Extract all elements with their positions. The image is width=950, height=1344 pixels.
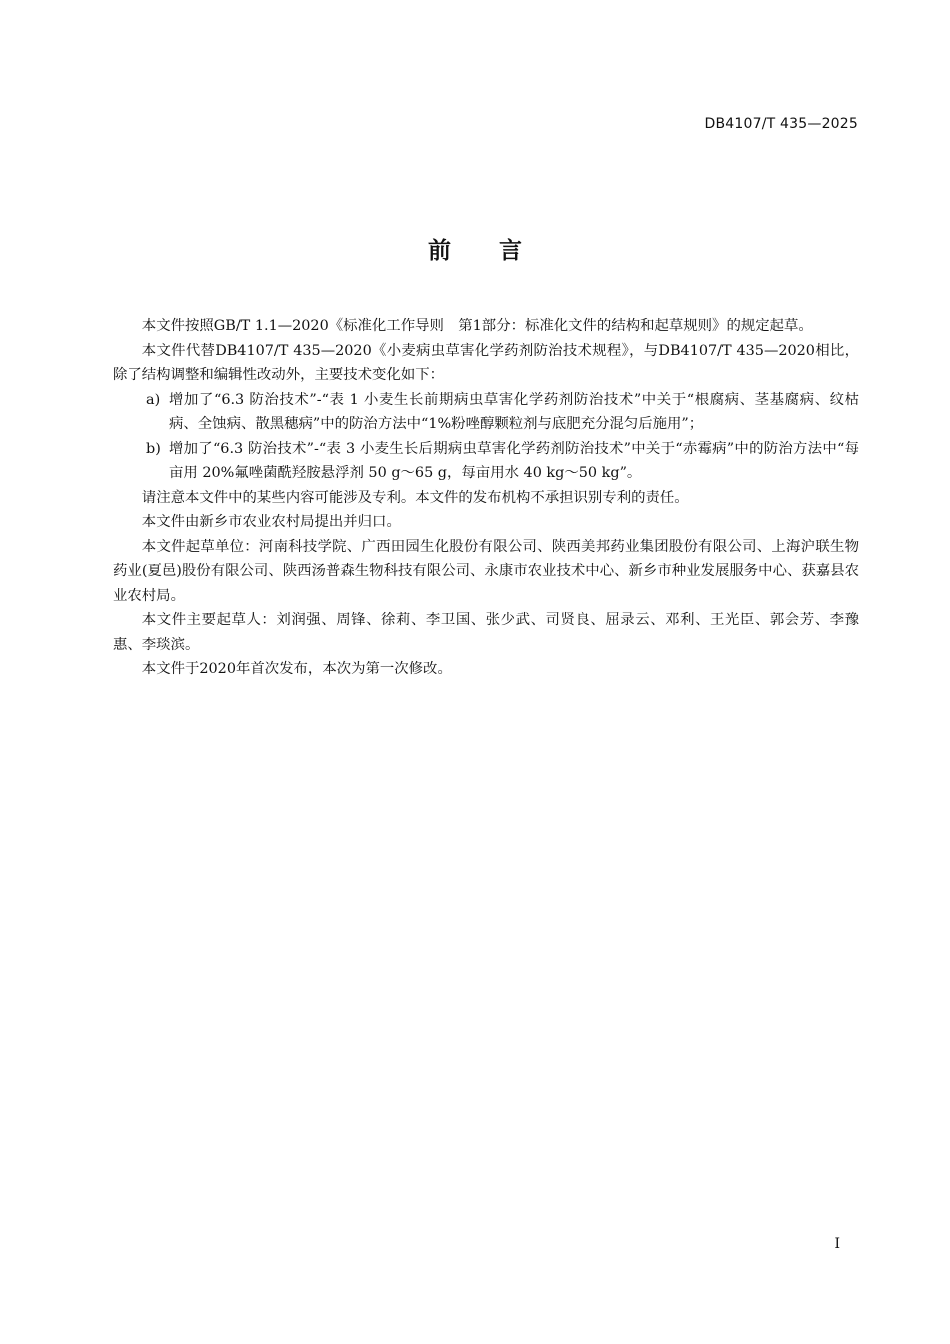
change-item-a [113, 388, 859, 437]
paragraph-publication-history: 本文件于2020年首次发布，本次为第一次修改。 [141, 661, 452, 677]
paragraph-proposer: 本文件由新乡市农业农村局提出并归口。 [141, 514, 401, 530]
paragraph-drafting-units: 本文件起草单位：河南科技学院、广西田园生化股份有限公司、陕西美邦药业集团股份有限公司、上海沪联生物药业(夏邑)股份有限公司、陕西汤普森生物科技有限公司、永康市农业技术中心、新乡市种业发展服务中心、获嘉县农业农村局。 [113, 538, 859, 604]
paragraph-drafters: 本文件主要起草人：刘润强、周锋、徐莉、李卫国、张少武、司贤良、屈录云、邓利、王光臣、郭会芳、李豫惠、李琰滨。 [113, 612, 859, 653]
change-item-label: a) [146, 391, 161, 408]
paragraph-patent-notice: 请注意本文件中的某些内容可能涉及专利。本文件的发布机构不承担识别专利的责任。 [141, 489, 689, 506]
paragraph-replacement: 本文件代替DB4107/T 435—2020《小麦病虫草害化学药剂防治技术规程》，与DB4107/T 435—2020相比，除了结构调整和编辑性改动外，主要技术变化如下： [113, 342, 859, 383]
paragraph-drafting-rule: 本文件按照GB/T 1.1—2020《标准化工作导则 第1部分：标准化文件的结构和起草规则》的规定起草。 [141, 318, 813, 334]
change-item-label: b) [146, 440, 161, 457]
page-title: 前言 [428, 238, 570, 264]
change-item-text: 增加了“6.3 防治技术”-“表 1 小麦生长前期病虫草害化学药剂防治技术”中关于“根腐病、茎基腐病、纹枯病、全蚀病、散黑穗病”中的防治方法中“1%粉唑醇颗粒剂与底肥充分混匀后施用”； [169, 391, 859, 432]
page-number: I [834, 1236, 840, 1252]
foreword-body [113, 314, 859, 682]
change-item-text: 增加了“6.3 防治技术”-“表 3 小麦生长后期病虫草害化学药剂防治技术”中关于“赤霉病”中的防治方法中“每亩用 20%氟唑菌酰羟胺悬浮剂 50 g～65 g，每亩用水 40 kg～50 kg”。 [169, 440, 859, 481]
document-code: DB4107/T 435—2025 [704, 116, 858, 132]
change-item-b [113, 437, 859, 486]
